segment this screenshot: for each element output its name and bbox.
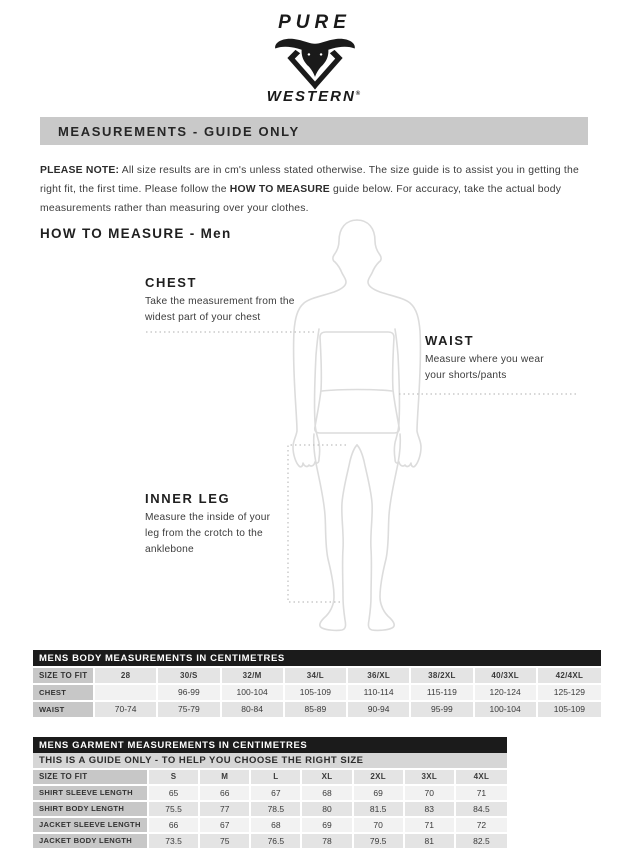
body-table-title: MENS BODY MEASUREMENTS IN CENTIMETRES	[39, 652, 285, 664]
chest-value: 125-129	[538, 685, 601, 702]
garment-size-col: M	[200, 770, 251, 786]
how-to-measure-heading: HOW TO MEASURE - Men	[40, 226, 232, 241]
waist-value: 105-109	[538, 702, 601, 719]
inner-leg-annotation	[145, 491, 281, 558]
jacket-body-value: 81	[405, 834, 456, 850]
chest-value: 120-124	[475, 685, 538, 702]
jacket-body-label: JACKET BODY LENGTH	[33, 834, 149, 850]
shirt-sleeve-value: 68	[302, 786, 353, 802]
chest-row-label: CHEST	[33, 685, 95, 702]
shirt-sleeve-value: 65	[149, 786, 200, 802]
body-size-col: 42/4XL	[538, 668, 601, 685]
body-size-col: 28	[95, 668, 158, 685]
waist-value: 75-79	[158, 702, 221, 719]
shirt-body-value: 77	[200, 802, 251, 818]
jacket-sleeve-label: JACKET SLEEVE LENGTH	[33, 818, 149, 834]
shirt-sleeve-value: 67	[251, 786, 302, 802]
waist-annotation	[425, 333, 567, 384]
shirt-body-value: 75.5	[149, 802, 200, 818]
jacket-body-value: 76.5	[251, 834, 302, 850]
jacket-sleeve-value: 67	[200, 818, 251, 834]
measurements-header-title: MEASUREMENTS - GUIDE ONLY	[58, 123, 300, 139]
shirt-body-value: 81.5	[354, 802, 405, 818]
chest-value: 100-104	[222, 685, 285, 702]
body-table-header-row	[33, 668, 601, 685]
garment-table-subtitle-bar	[33, 753, 507, 768]
shirt-sleeve-value: 69	[354, 786, 405, 802]
brand-name-top: PURE	[278, 12, 351, 33]
jacket-sleeve-value: 66	[149, 818, 200, 834]
shirt-sleeve-value: 66	[200, 786, 251, 802]
shirt-sleeve-row	[33, 786, 507, 802]
body-size-col: 30/S	[158, 668, 221, 685]
note-part2: guide below. For accuracy, take the actual body measurements rather than measuring over your clothes.	[40, 184, 562, 214]
chest-value: 96-99	[158, 685, 221, 702]
please-note-paragraph	[40, 161, 596, 218]
shirt-sleeve-label: SHIRT SLEEVE LENGTH	[33, 786, 149, 802]
chest-value	[95, 685, 158, 702]
jacket-body-value: 78	[302, 834, 353, 850]
shirt-body-value: 83	[405, 802, 456, 818]
garment-table-title-bar	[33, 737, 507, 753]
note-bold: HOW TO MEASURE	[229, 184, 330, 195]
inner-leg-annotation-text: Measure the inside of your leg from the crotch to the anklebone	[145, 512, 271, 555]
chest-value: 110-114	[348, 685, 411, 702]
chest-annotation-title: CHEST	[145, 275, 198, 290]
chest-row	[33, 685, 601, 702]
jacket-body-value: 73.5	[149, 834, 200, 850]
garment-size-col: S	[149, 770, 200, 786]
garment-size-col: XL	[302, 770, 353, 786]
waist-value: 100-104	[475, 702, 538, 719]
jacket-sleeve-value: 72	[456, 818, 507, 834]
body-measurements-table	[33, 668, 601, 719]
shirt-body-value: 84.5	[456, 802, 507, 818]
brand-logo	[0, 12, 629, 105]
garment-table-subtitle: THIS IS A GUIDE ONLY - TO HELP YOU CHOOSE THE RIGHT SIZE	[39, 755, 364, 766]
shirt-body-row	[33, 802, 507, 818]
waist-row	[33, 702, 601, 719]
jacket-body-value: 82.5	[456, 834, 507, 850]
inner-leg-annotation-title: INNER LEG	[145, 491, 231, 506]
measurement-diagram	[0, 215, 629, 647]
garment-table-header-label: SIZE TO FIT	[33, 770, 149, 786]
garment-size-col: L	[251, 770, 302, 786]
waist-value: 80-84	[222, 702, 285, 719]
chest-value: 115-119	[411, 685, 474, 702]
body-size-col: 34/L	[285, 668, 348, 685]
jacket-body-value: 79.5	[354, 834, 405, 850]
chest-annotation-text: Take the measurement from the widest part of your chest	[145, 296, 295, 323]
waist-value: 70-74	[95, 702, 158, 719]
brand-name-bottom	[0, 88, 629, 105]
jacket-sleeve-row	[33, 818, 507, 834]
waist-value: 90-94	[348, 702, 411, 719]
shirt-sleeve-value: 70	[405, 786, 456, 802]
bull-icon	[257, 31, 373, 93]
registered-mark: ®	[355, 91, 363, 97]
measurements-header-bar	[40, 117, 588, 145]
jacket-sleeve-value: 70	[354, 818, 405, 834]
waist-row-label: WAIST	[33, 702, 95, 719]
chest-annotation	[145, 275, 309, 326]
jacket-body-value: 75	[200, 834, 251, 850]
jacket-sleeve-value: 69	[302, 818, 353, 834]
body-table-title-bar	[33, 650, 601, 666]
body-size-col: 38/2XL	[411, 668, 474, 685]
body-size-col: 36/XL	[348, 668, 411, 685]
shirt-body-label: SHIRT BODY LENGTH	[33, 802, 149, 818]
chest-value: 105-109	[285, 685, 348, 702]
waist-value: 85-89	[285, 702, 348, 719]
waist-value: 95-99	[411, 702, 474, 719]
jacket-sleeve-value: 68	[251, 818, 302, 834]
jacket-body-row	[33, 834, 507, 850]
shirt-sleeve-value: 71	[456, 786, 507, 802]
body-size-col: 40/3XL	[475, 668, 538, 685]
garment-size-col: 3XL	[405, 770, 456, 786]
brand-name-text: WESTERN	[266, 88, 356, 105]
garment-size-col: 2XL	[354, 770, 405, 786]
jacket-sleeve-value: 71	[405, 818, 456, 834]
shirt-body-value: 80	[302, 802, 353, 818]
note-prefix: PLEASE NOTE:	[40, 165, 120, 176]
body-table-header-label: SIZE TO FIT	[33, 668, 95, 685]
waist-annotation-text: Measure where you wear your shorts/pants	[425, 354, 544, 381]
garment-table-title: MENS GARMENT MEASUREMENTS IN CENTIMETRES	[39, 739, 308, 751]
shirt-body-value: 78.5	[251, 802, 302, 818]
waist-annotation-title: WAIST	[425, 333, 475, 348]
body-size-col: 32/M	[222, 668, 285, 685]
garment-size-col: 4XL	[456, 770, 507, 786]
garment-table-header-row	[33, 770, 507, 786]
garment-measurements-table	[33, 770, 507, 850]
male-body-figure	[0, 215, 629, 647]
note-part1: All size results are in cm's unless stated otherwise. The size guide is to assist you in getting the right fit, the first time. Please follow the	[40, 165, 579, 195]
